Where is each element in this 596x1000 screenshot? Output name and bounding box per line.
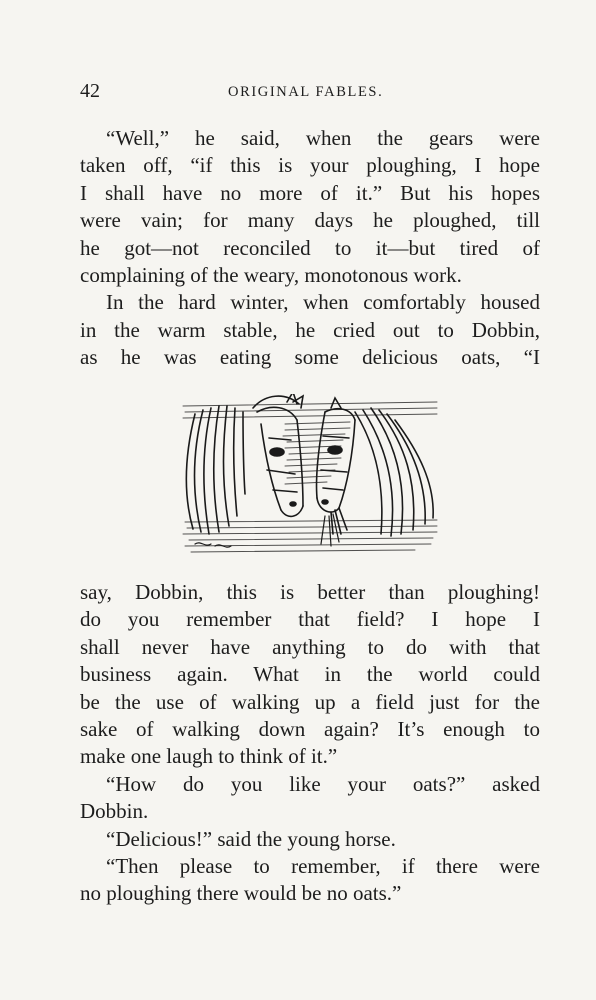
text-line: “How do you like your oats?” asked <box>106 771 540 796</box>
left-horse <box>186 394 303 534</box>
horses-illustration-svg <box>175 394 445 564</box>
running-title: ORIGINAL FABLES. <box>228 84 384 100</box>
text-line: In the hard winter, when comfortably housed <box>106 290 540 315</box>
text-line: no ploughing there would be no oats.” <box>80 881 402 906</box>
text-block-bottom <box>80 579 540 908</box>
text-line: make one laugh to think of it.” <box>80 744 338 769</box>
text-line: business again. What in the world could <box>80 662 540 687</box>
text-line: I shall have no more of it.” But his hopes <box>80 180 540 205</box>
text-line: sake of walking down again? It’s enough to <box>80 717 540 742</box>
text-line: in the warm stable, he cried out to Dobbin, <box>80 317 540 342</box>
text-line: do you remember that field? I hope I <box>80 607 540 632</box>
text-line: say, Dobbin, this is better than ploughing! <box>80 580 540 604</box>
text-line: shall never have anything to do with that <box>80 634 540 659</box>
page-number: 42 <box>80 80 100 102</box>
text-line: be the use of walking up a field just for the <box>80 689 540 714</box>
text-line: “Well,” he said, when the gears were <box>106 126 540 150</box>
text-line: he got—not reconciled to it—but tired of <box>80 235 540 260</box>
right-horse <box>316 398 433 536</box>
text-line: complaining of the weary, monotonous work. <box>80 263 462 288</box>
text-line: “Then please to remember, if there were <box>106 854 540 879</box>
text-line: “Delicious!” said the young horse. <box>106 826 396 851</box>
two-horses-engraving-icon <box>175 394 445 564</box>
page-header <box>80 80 540 106</box>
text-line: Dobbin. <box>80 799 149 824</box>
text-block-top <box>80 125 540 372</box>
text-line: taken off, “if this is your ploughing, I hope <box>80 153 540 178</box>
text-line: as he was eating some delicious oats, “I <box>80 345 540 370</box>
text-line: were vain; for many days he ploughed, till <box>80 208 540 233</box>
